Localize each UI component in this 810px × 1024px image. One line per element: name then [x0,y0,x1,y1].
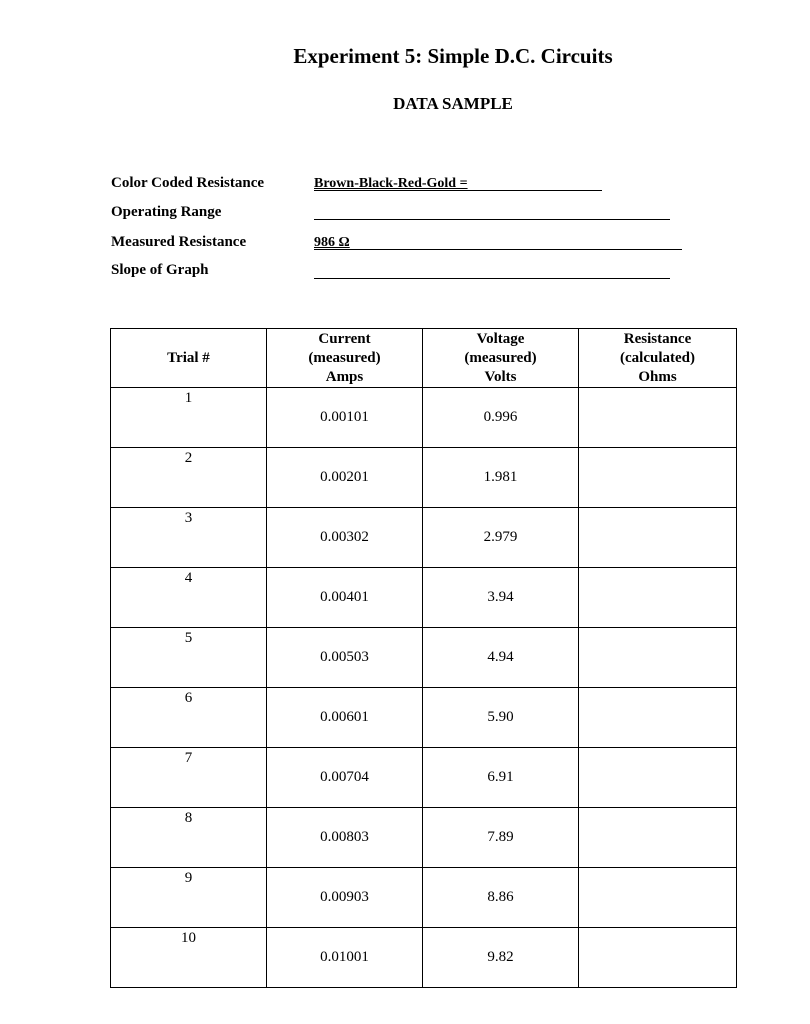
table-row [111,448,737,508]
measured-resistance-line [314,249,682,250]
measured-resistance-text: 986 Ω [314,235,350,250]
resistance-cell [579,808,737,868]
color-coded-resistance-line [314,190,602,191]
voltage-cell: 4.94 [423,628,579,688]
header-voltage [423,329,579,388]
voltage-cell: 0.996 [423,388,579,448]
header-voltage-line3: Volts [484,368,517,385]
current-cell: 0.00302 [267,508,423,568]
resistance-cell [579,568,737,628]
trial-cell: 3 [111,508,267,568]
current-cell: 0.00601 [267,688,423,748]
trial-cell: 1 [111,388,267,448]
resistance-cell [579,508,737,568]
table-header-row [111,329,737,388]
trial-cell: 2 [111,448,267,508]
current-cell: 0.00803 [267,808,423,868]
slope-of-graph-label: Slope of Graph [111,262,209,278]
table-row [111,868,737,928]
voltage-cell: 3.94 [423,568,579,628]
header-current-line2: (measured) [308,349,381,366]
resistance-cell [579,688,737,748]
table-row [111,928,737,988]
header-voltage-line2: (measured) [464,349,537,366]
voltage-cell: 6.91 [423,748,579,808]
header-resistance-line2: (calculated) [620,349,695,366]
resistance-cell [579,628,737,688]
slope-of-graph-line [314,278,670,279]
current-cell: 0.00503 [267,628,423,688]
voltage-cell: 2.979 [423,508,579,568]
voltage-cell: 7.89 [423,808,579,868]
document-title: Experiment 5: Simple D.C. Circuits [293,44,613,68]
table-row [111,568,737,628]
header-resistance-line1: Resistance [623,330,692,347]
voltage-cell: 8.86 [423,868,579,928]
trial-cell: 6 [111,688,267,748]
trial-cell: 5 [111,628,267,688]
trial-cell: 7 [111,748,267,808]
resistance-cell [579,748,737,808]
table-row [111,628,737,688]
header-current-line1: Current [318,330,371,347]
trial-cell: 8 [111,808,267,868]
voltage-cell: 5.90 [423,688,579,748]
header-current [267,329,423,388]
header-voltage-line1: Voltage [476,330,525,347]
color-coded-resistance-label: Color Coded Resistance [111,175,265,191]
header-trial-line: Trial # [167,349,210,366]
table-row [111,388,737,448]
color-coded-resistance-text: Brown-Black-Red-Gold = [314,176,468,191]
header-trial [111,329,267,388]
resistance-cell [579,388,737,448]
header-current-line3: Amps [325,368,364,385]
document-subtitle: DATA SAMPLE [393,94,513,113]
resistance-cell [579,448,737,508]
table-row [111,508,737,568]
table-row [111,748,737,808]
resistance-cell [579,868,737,928]
measured-resistance-label: Measured Resistance [111,234,247,250]
current-cell: 0.00101 [267,388,423,448]
current-cell: 0.01001 [267,928,423,988]
trial-cell: 10 [111,928,267,988]
data-table [110,328,737,988]
operating-range-line [314,219,670,220]
voltage-cell: 9.82 [423,928,579,988]
operating-range-label: Operating Range [111,204,222,220]
voltage-cell: 1.981 [423,448,579,508]
table-row [111,688,737,748]
current-cell: 0.00201 [267,448,423,508]
resistance-cell [579,928,737,988]
current-cell: 0.00704 [267,748,423,808]
table-row [111,808,737,868]
trial-cell: 9 [111,868,267,928]
trial-cell: 4 [111,568,267,628]
header-resistance-line3: Ohms [638,368,677,385]
current-cell: 0.00401 [267,568,423,628]
current-cell: 0.00903 [267,868,423,928]
header-resistance [579,329,737,388]
